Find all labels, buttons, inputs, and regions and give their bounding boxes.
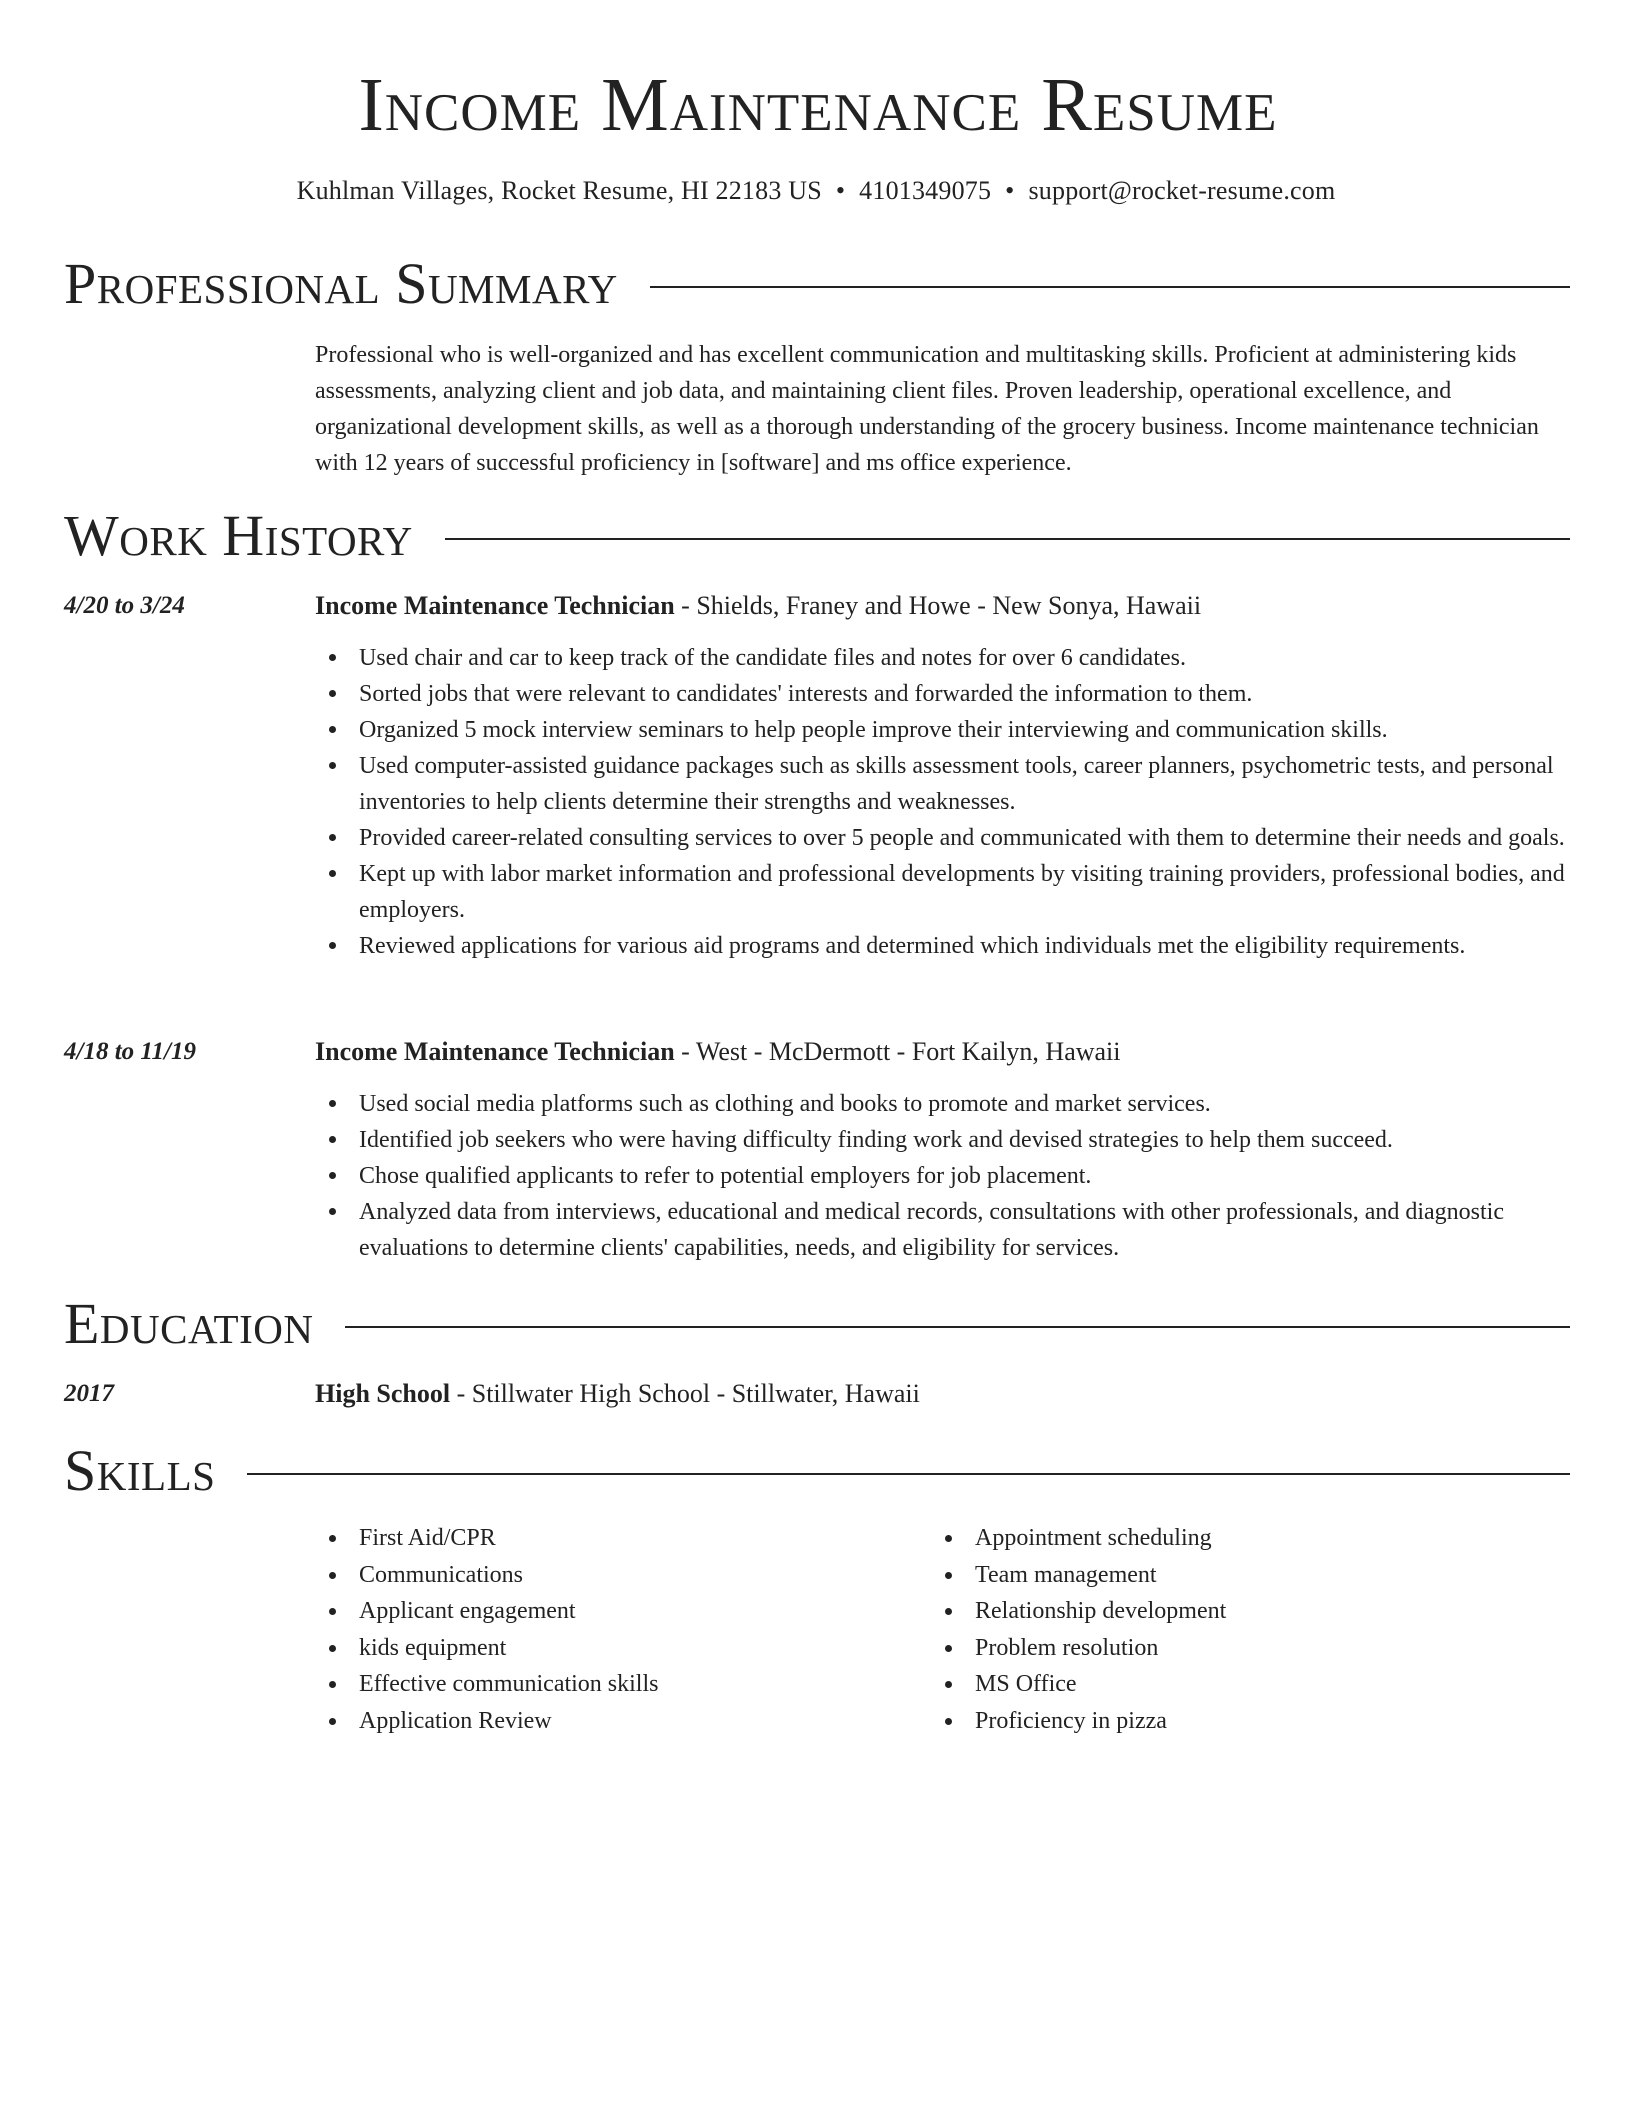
section-header-summary	[64, 252, 1570, 316]
list-item: Provided career-related consulting services to over 5 people and communicated with them to determine their needs and goals.	[315, 820, 1572, 856]
section-header-skills	[64, 1439, 1570, 1503]
contact-email[interactable]: support@rocket-resume.com	[1028, 176, 1336, 205]
job-heading	[315, 588, 1201, 624]
skills-column-right	[931, 1520, 1226, 1739]
section-divider	[247, 1473, 1570, 1475]
contact-line	[0, 174, 1632, 208]
list-item: Relationship development	[931, 1593, 1226, 1630]
contact-separator: •	[1005, 176, 1015, 205]
section-title: Education	[64, 1291, 314, 1356]
job-dates: 4/20 to 3/24	[64, 592, 185, 619]
list-item: Reviewed applications for various aid programs and determined which individuals met the eligibility requirements.	[315, 928, 1572, 964]
section-divider	[445, 538, 1570, 540]
section-header-education	[64, 1292, 1570, 1356]
section-divider	[650, 286, 1570, 288]
list-item: MS Office	[931, 1666, 1226, 1703]
list-item: Chose qualified applicants to refer to potential employers for job placement.	[315, 1158, 1572, 1194]
contact-address: Kuhlman Villages, Rocket Resume, HI 22183 US	[296, 176, 822, 205]
contact-phone: 4101349075	[859, 176, 992, 205]
list-item: Problem resolution	[931, 1630, 1226, 1667]
section-header-work-history	[64, 504, 1570, 568]
skills-column-left	[315, 1520, 658, 1739]
list-item: Kept up with labor market information and professional developments by visiting training providers, professional bodies, and employers.	[315, 856, 1572, 928]
list-item: Used computer-assisted guidance packages such as skills assessment tools, career planners, psychometric tests, and personal inventories to help clients determine their strengths and weaknesses.	[315, 748, 1572, 820]
list-item: Proficiency in pizza	[931, 1703, 1226, 1740]
job-bullets	[315, 640, 1572, 964]
resume-title: Income Maintenance Resume	[358, 63, 1278, 147]
education-heading	[315, 1376, 920, 1412]
list-item: Team management	[931, 1557, 1226, 1594]
section-divider	[345, 1326, 1570, 1328]
list-item: Sorted jobs that were relevant to candidates' interests and forwarded the information to them.	[315, 676, 1572, 712]
job-role: Income Maintenance Technician	[315, 591, 675, 620]
education-details: - Stillwater High School - Stillwater, Hawaii	[450, 1379, 920, 1408]
job-dates: 4/18 to 11/19	[64, 1038, 196, 1065]
list-item: Analyzed data from interviews, educational and medical records, consultations with other professionals, and diagnostic evaluations to determine clients' capabilities, needs, and eligibility for services.	[315, 1194, 1572, 1266]
section-title: Skills	[64, 1438, 216, 1503]
list-item: Appointment scheduling	[931, 1520, 1226, 1557]
section-title: Professional Summary	[64, 251, 618, 316]
list-item: Communications	[315, 1557, 658, 1594]
list-item: Used chair and car to keep track of the candidate files and notes for over 6 candidates.	[315, 640, 1572, 676]
list-item: Organized 5 mock interview seminars to help people improve their interviewing and communication skills.	[315, 712, 1572, 748]
job-bullets	[315, 1086, 1572, 1266]
summary-text: Professional who is well-organized and has excellent communication and multitasking skills. Proficient at administering kids assessments, analyzing client and job data, and maintaining client files. Proven leadership, operational excellence, and organizational development skills, as well as a thorough understanding of the grocery business. Income maintenance technician with 12 years of successful proficiency in [software] and ms office experience.	[315, 342, 1539, 476]
list-item: First Aid/CPR	[315, 1520, 658, 1557]
education-degree: High School	[315, 1379, 451, 1408]
contact-separator: •	[835, 176, 846, 205]
list-item: Identified job seekers who were having difficulty finding work and devised strategies to help them succeed.	[315, 1122, 1572, 1158]
job-heading	[315, 1034, 1121, 1070]
job-details: - Shields, Franey and Howe - New Sonya, Hawaii	[674, 591, 1202, 620]
list-item: Effective communication skills	[315, 1666, 658, 1703]
job-details: - West - McDermott - Fort Kailyn, Hawaii	[674, 1037, 1121, 1066]
list-item: Application Review	[315, 1703, 658, 1740]
section-title: Work History	[64, 503, 413, 568]
list-item: Applicant engagement	[315, 1593, 658, 1630]
list-item: Used social media platforms such as clothing and books to promote and market services.	[315, 1086, 1572, 1122]
education-year: 2017	[64, 1380, 114, 1407]
list-item: kids equipment	[315, 1630, 658, 1667]
job-role: Income Maintenance Technician	[315, 1037, 675, 1066]
